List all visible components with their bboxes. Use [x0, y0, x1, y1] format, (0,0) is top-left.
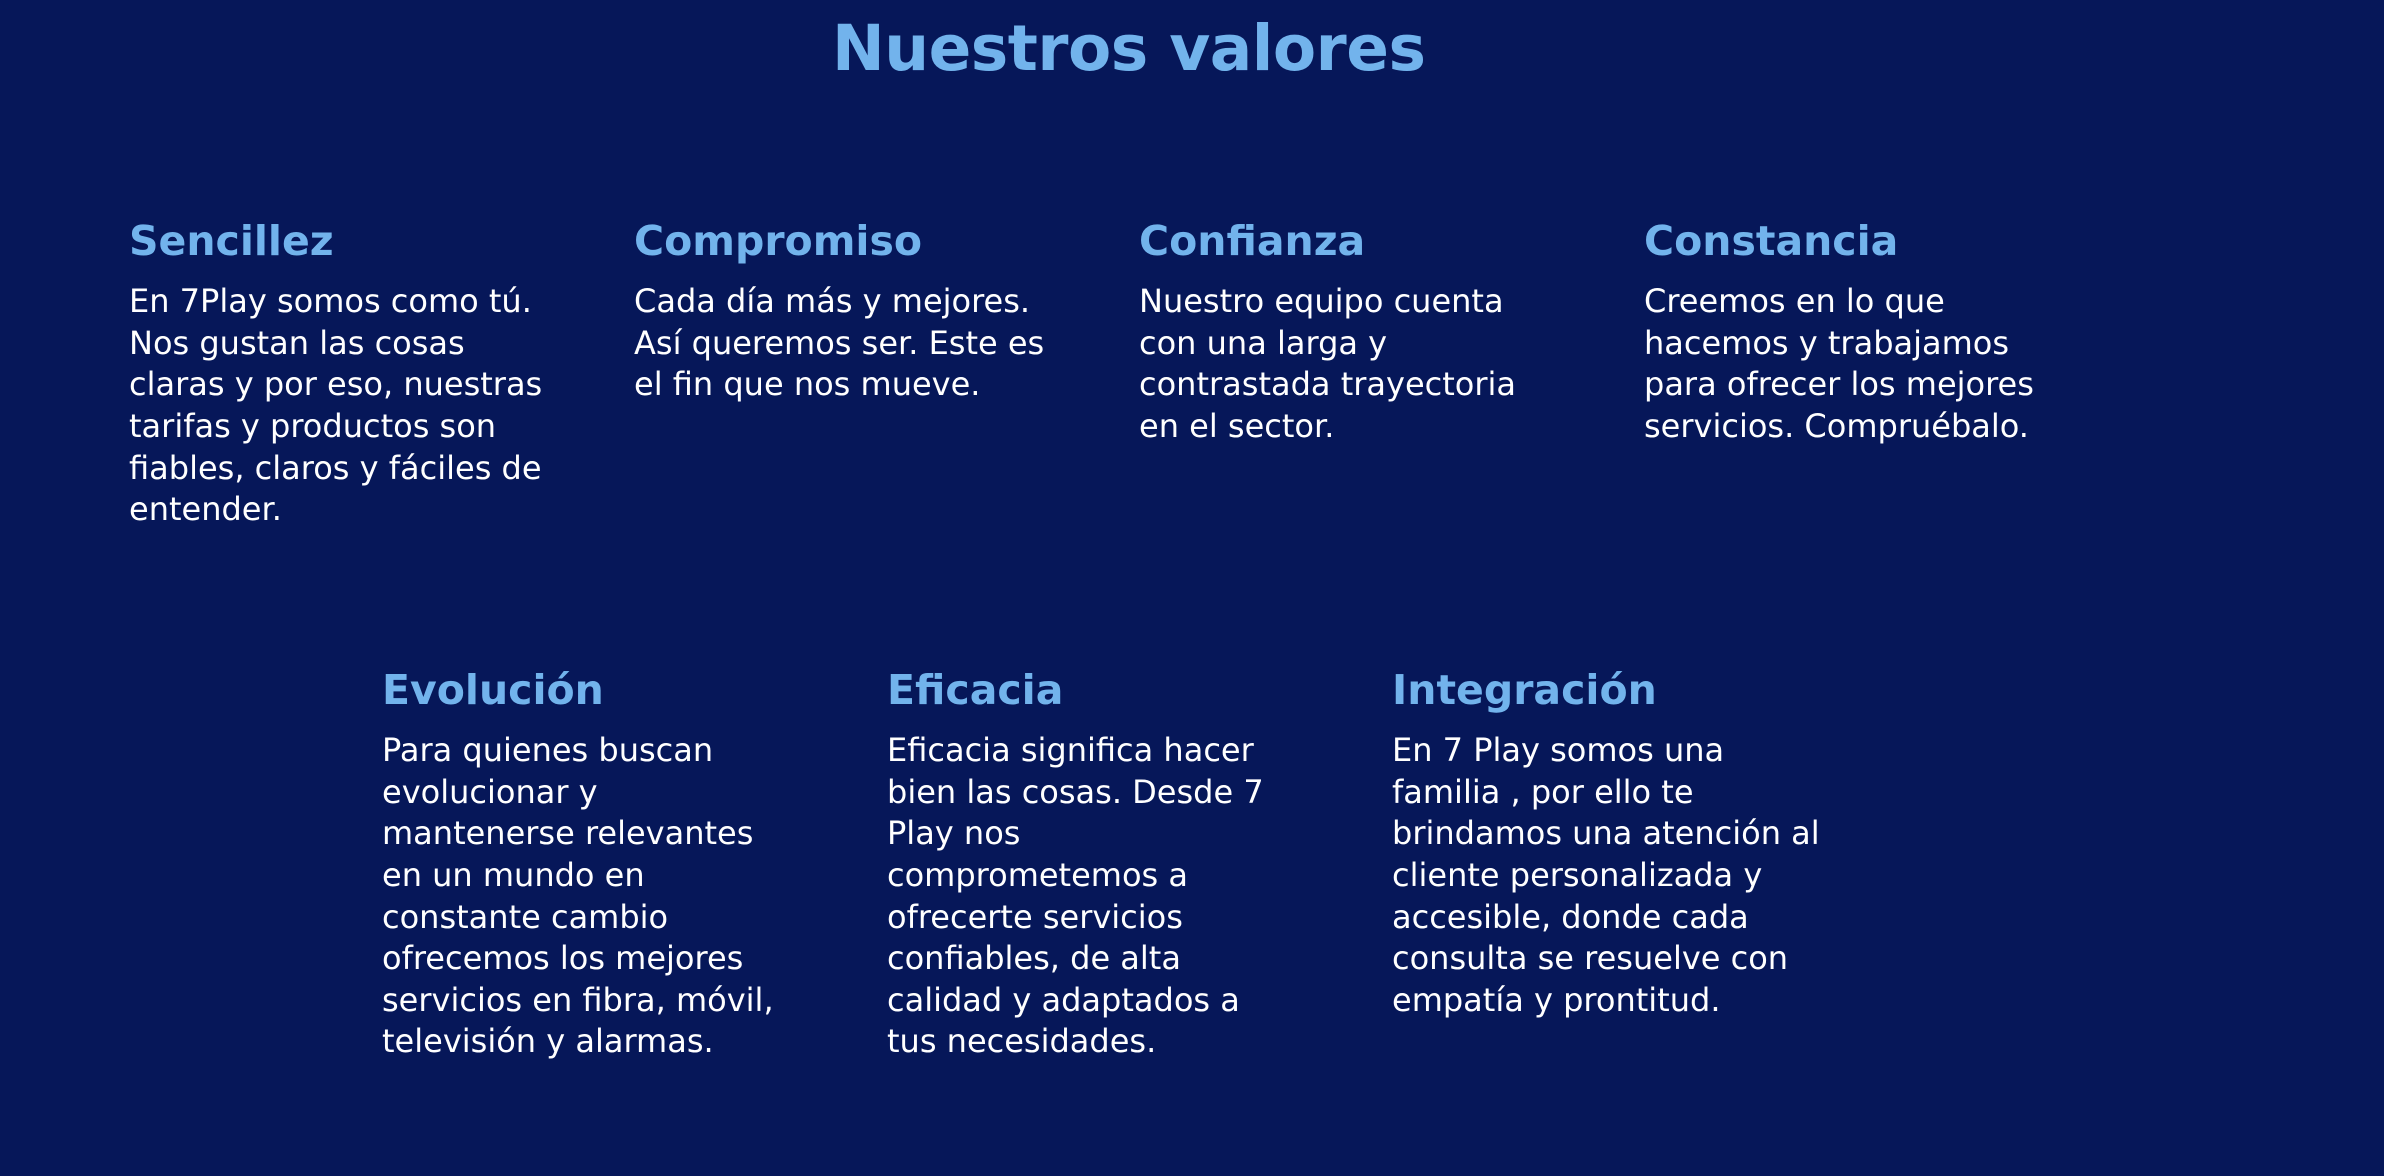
value-card-evolucion — [382, 667, 782, 1063]
value-title-sencillez: Sencillez — [129, 217, 334, 265]
value-card-compromiso — [634, 218, 1054, 406]
value-text-eficacia: Eficacia significa hacer bien las cosas. Desde 7 Play nos comprometemos a ofrecerte servicios confiables, de alta calidad y adaptados a tus necesidades. — [887, 731, 1264, 1061]
value-text-compromiso: Cada día más y mejores. Así queremos ser. Este es el fin que nos mueve. — [634, 282, 1045, 404]
value-text-evolucion: Para quienes buscan evolucionar y mantenerse relevantes en un mundo en constante cambio ofrecemos los mejores servicios en fibra, móvil, televisión y alarmas. — [382, 731, 774, 1061]
value-card-sencillez — [129, 218, 549, 531]
value-text-sencillez: En 7Play somos como tú. Nos gustan las cosas claras y por eso, nuestras tarifas y productos son fiables, claros y fáciles de entender. — [129, 282, 543, 529]
value-text-confianza: Nuestro equipo cuenta con una larga y contrastada trayectoria en el sector. — [1139, 282, 1516, 445]
value-title-integracion: Integración — [1392, 666, 1657, 714]
value-title-evolucion: Evolución — [382, 666, 604, 714]
value-text-constancia: Creemos en lo que hacemos y trabajamos para ofrecer los mejores servicios. Compruébalo. — [1644, 282, 2034, 445]
value-card-confianza — [1139, 218, 1549, 448]
value-title-confianza: Confianza — [1139, 217, 1366, 265]
value-title-eficacia: Eficacia — [887, 666, 1064, 714]
value-title-compromiso: Compromiso — [634, 217, 923, 265]
value-card-eficacia — [887, 667, 1287, 1063]
value-card-integracion — [1392, 667, 1822, 1021]
section-title: Nuestros valores — [832, 12, 1426, 85]
value-title-constancia: Constancia — [1644, 217, 1899, 265]
value-card-constancia — [1644, 218, 2064, 448]
value-text-integracion: En 7 Play somos una familia , por ello te brindamos una atención al cliente personalizada y accesible, donde cada consulta se resuelve con empatía y prontitud. — [1392, 731, 1820, 1019]
